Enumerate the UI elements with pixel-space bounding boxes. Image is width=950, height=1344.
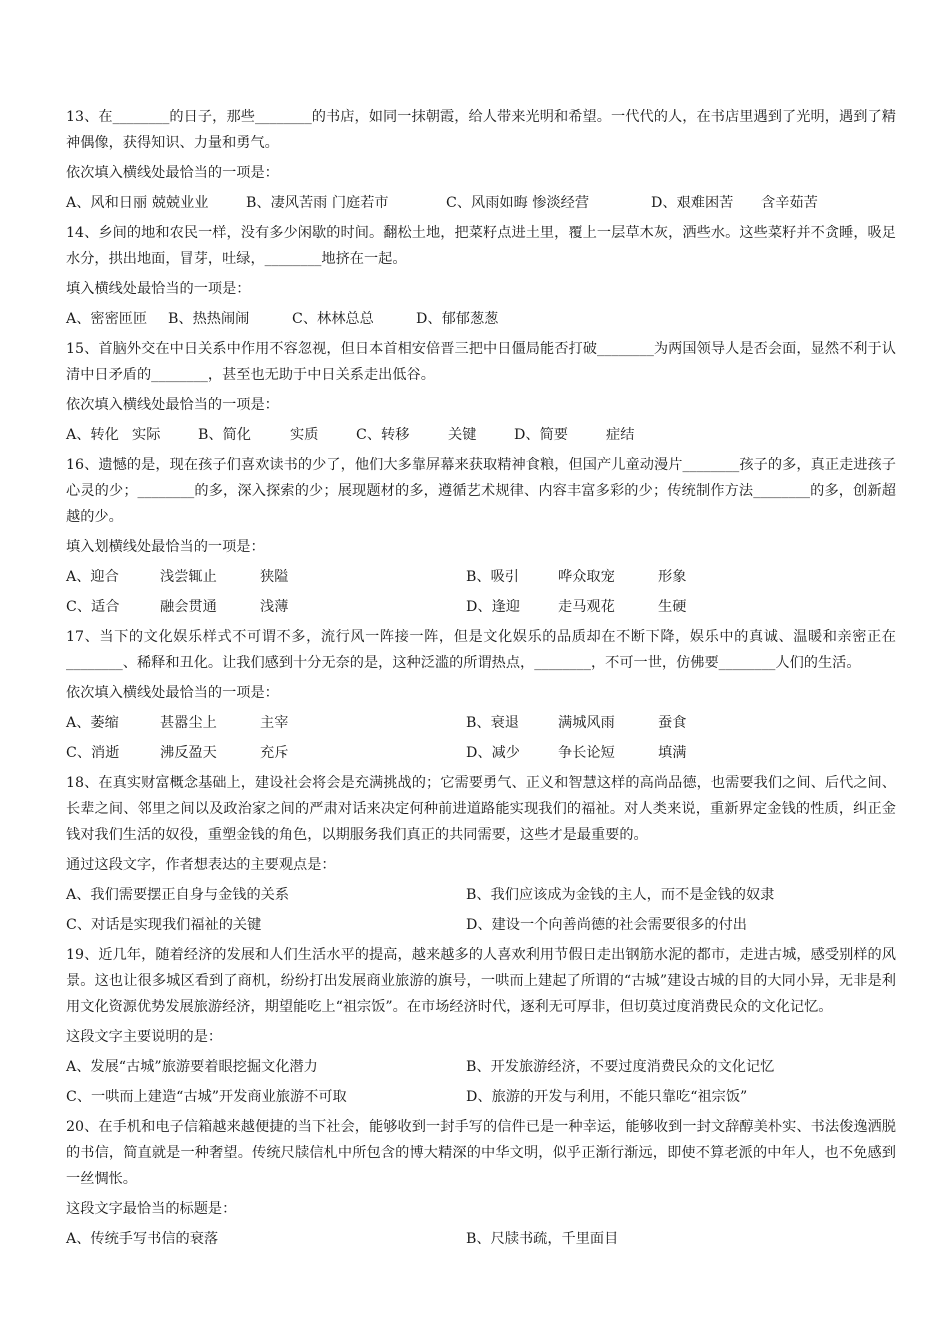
- question-13: [66, 104, 896, 216]
- options-line: [66, 422, 896, 448]
- option-d-second: 含辛茹苦: [761, 195, 818, 211]
- question-19: [66, 942, 896, 1110]
- option-d-word3: 填满: [658, 745, 687, 761]
- question-prompt: 依次填入横线处最恰当的一项是：: [66, 397, 279, 413]
- options-row: [66, 740, 896, 766]
- option-c[interactable]: C、风雨如晦 惨淡经营: [446, 195, 590, 211]
- option-a[interactable]: [66, 710, 466, 736]
- option-c-word3: 浅薄: [260, 599, 289, 615]
- option-b[interactable]: B、开发旅游经济，不要过度消费民众的文化记忆: [466, 1059, 775, 1075]
- options-row: [66, 710, 896, 736]
- question-stem: 18、在真实财富概念基础上，建设社会将会是充满挑战的；它需要勇气、正义和智慧这样的高尚品德，也需要我们之间、后代之间、长辈之间、邻里之间以及政治家之间的严肃对话来决定何种前进道路能实现我们的福祉。对人类来说，重新界定金钱的性质，纠正金钱对我们生活的奴役，重塑金钱的角色，以期服务我们真正的共同需要，这些才是最重要的。: [66, 775, 896, 843]
- option-a[interactable]: A、风和日丽 兢兢业业: [66, 195, 209, 211]
- option-a-word3: 狭隘: [260, 569, 289, 585]
- option-a-label: A、萎缩: [66, 715, 119, 731]
- options-line: [66, 306, 896, 332]
- question-stem: 20、在手机和电子信箱越来越便捷的当下社会，能够收到一封手写的信件已是一种幸运，能够收到一封文辞醇美朴实、书法俊逸洒脱的书信，简直就是一种奢望。传统尺牍信札中所包含的博大精深的中华文明，似乎正渐行渐远，即使不算老派的中年人，也不免感到一丝惆怅。: [66, 1119, 896, 1187]
- option-b-word2: 满城风雨: [558, 715, 615, 731]
- option-c[interactable]: C、转移: [356, 427, 410, 443]
- options-row: [66, 882, 896, 908]
- option-c-word2: 沸反盈天: [160, 745, 217, 761]
- question-prompt: 通过这段文字，作者想表达的主要观点是：: [66, 857, 336, 873]
- exam-page: [66, 104, 896, 1256]
- option-b-word2: 哗众取宠: [558, 569, 615, 585]
- option-d[interactable]: D、郁郁葱葱: [416, 311, 499, 327]
- option-b[interactable]: B、热热闹闹: [168, 311, 250, 327]
- option-d[interactable]: D、简要: [514, 427, 568, 443]
- question-stem: 16、遗憾的是，现在孩子们喜欢读书的少了，他们大多靠屏幕来获取精神食粮，但国产儿童动漫片________孩子的多，真正走进孩子心灵的少；________的多，深入探索的少；展现题材的多，遵循艺术规律、内容丰富多彩的少；传统制作方法________的多，创新超越的少。: [66, 457, 896, 525]
- question-stem: 13、在________的日子，那些________的书店，如同一抹朝霞，给人带来光明和希望。一代代的人，在书店里遇到了光明，遇到了精神偶像，获得知识、力量和勇气。: [66, 109, 896, 151]
- option-d-label: D、逢迎: [466, 599, 520, 615]
- question-prompt: 依次填入横线处最恰当的一项是：: [66, 165, 279, 181]
- option-d-label: D、减少: [466, 745, 520, 761]
- option-a[interactable]: A、转化: [66, 427, 119, 443]
- options-row: [66, 1084, 896, 1110]
- option-c[interactable]: C、对话是实现我们福祉的关键: [66, 917, 262, 933]
- options-line: [66, 190, 896, 216]
- question-prompt: 填入划横线处最恰当的一项是：: [66, 539, 265, 555]
- question-prompt: 这段文字主要说明的是：: [66, 1029, 223, 1045]
- option-c[interactable]: [66, 740, 466, 766]
- option-c[interactable]: [66, 594, 466, 620]
- option-c-word2: 融会贯通: [160, 599, 217, 615]
- question-15: [66, 336, 896, 448]
- question-16: [66, 452, 896, 620]
- option-a[interactable]: A、密密匝匝: [66, 311, 148, 327]
- question-18: [66, 770, 896, 938]
- option-d-second: 症结: [606, 427, 635, 443]
- option-b[interactable]: B、我们应该成为金钱的主人，而不是金钱的奴隶: [466, 887, 775, 903]
- options-row: [66, 912, 896, 938]
- option-c-label: C、适合: [66, 599, 120, 615]
- option-d-word2: 走马观花: [558, 599, 615, 615]
- question-stem: 14、乡间的地和农民一样，没有多少闲歇的时间。翻松土地，把菜籽点进土里，覆上一层草木灰，洒些水。这些菜籽并不贪睡，吸足水分，拱出地面，冒芽，吐绿，________地挤在一起。: [66, 225, 896, 267]
- question-20: [66, 1114, 896, 1252]
- question-stem: 15、首脑外交在中日关系中作用不容忽视，但日本首相安倍晋三把中日僵局能否打破________为两国领导人是否会面，显然不利于认清中日矛盾的________，甚至也无助于中日关系走出低谷。: [66, 341, 896, 383]
- option-d[interactable]: D、旅游的开发与利用，不能只靠吃“祖宗饭”: [466, 1089, 748, 1105]
- options-row: [66, 564, 896, 590]
- option-a[interactable]: A、发展“古城”旅游要着眼挖掘文化潜力: [66, 1059, 318, 1075]
- option-a-word2: 甚嚣尘上: [160, 715, 217, 731]
- option-b-label: B、吸引: [466, 569, 519, 585]
- option-b[interactable]: B、凄风苦雨 门庭若市: [246, 195, 389, 211]
- option-b[interactable]: [466, 710, 886, 736]
- options-row: [66, 1226, 896, 1252]
- option-c[interactable]: C、一哄而上建造“古城”开发商业旅游不可取: [66, 1089, 347, 1105]
- option-c[interactable]: C、林林总总: [292, 311, 374, 327]
- option-d[interactable]: [466, 740, 886, 766]
- option-b-label: B、衰退: [466, 715, 519, 731]
- options-row: [66, 594, 896, 620]
- question-prompt: 依次填入横线处最恰当的一项是：: [66, 685, 279, 701]
- option-a-label: A、迎合: [66, 569, 119, 585]
- option-d-word3: 生硬: [658, 599, 687, 615]
- option-c-word3: 充斥: [260, 745, 289, 761]
- question-17: [66, 624, 896, 766]
- option-c-second: 关键: [448, 427, 477, 443]
- question-prompt: 填入横线处最恰当的一项是：: [66, 281, 251, 297]
- option-a-word3: 主宰: [260, 715, 289, 731]
- option-d[interactable]: D、艰难困苦: [651, 195, 734, 211]
- option-b-word3: 形象: [658, 569, 687, 585]
- option-d[interactable]: [466, 594, 886, 620]
- option-a-second: 实际: [132, 427, 161, 443]
- option-b[interactable]: B、尺牍书疏，千里面目: [466, 1231, 619, 1247]
- question-stem: 19、近几年，随着经济的发展和人们生活水平的提高，越来越多的人喜欢利用节假日走出钢筋水泥的都市，走进古城，感受别样的风景。这也让很多城区看到了商机，纷纷打出发展商业旅游的旗号，一哄而上建起了所谓的“古城”建设古城的目的大同小异，无非是利用文化资源优势发展旅游经济，期望能吃上“祖宗饭”。在市场经济时代，逐利无可厚非，但切莫过度消费民众的文化记忆。: [66, 947, 896, 1015]
- question-14: [66, 220, 896, 332]
- option-b-word3: 蚕食: [658, 715, 687, 731]
- options-row: [66, 1054, 896, 1080]
- option-a[interactable]: A、传统手写书信的衰落: [66, 1231, 219, 1247]
- question-prompt: 这段文字最恰当的标题是：: [66, 1201, 237, 1217]
- option-b-second: 实质: [290, 427, 319, 443]
- option-d[interactable]: D、建设一个向善尚德的社会需要很多的付出: [466, 917, 747, 933]
- option-d-word2: 争长论短: [558, 745, 615, 761]
- option-a[interactable]: [66, 564, 466, 590]
- option-b[interactable]: [466, 564, 886, 590]
- option-a[interactable]: A、我们需要摆正自身与金钱的关系: [66, 887, 290, 903]
- question-stem: 17、当下的文化娱乐样式不可谓不多，流行风一阵接一阵，但是文化娱乐的品质却在不断下降，娱乐中的真诚、温暖和亲密正在________、稀释和丑化。让我们感到十分无奈的是，这种泛滥的所谓热点，________，不可一世，仿佛要________人们的生活。: [66, 629, 896, 671]
- option-c-label: C、消逝: [66, 745, 120, 761]
- option-a-word2: 浅尝辄止: [160, 569, 217, 585]
- option-b[interactable]: B、简化: [198, 427, 251, 443]
